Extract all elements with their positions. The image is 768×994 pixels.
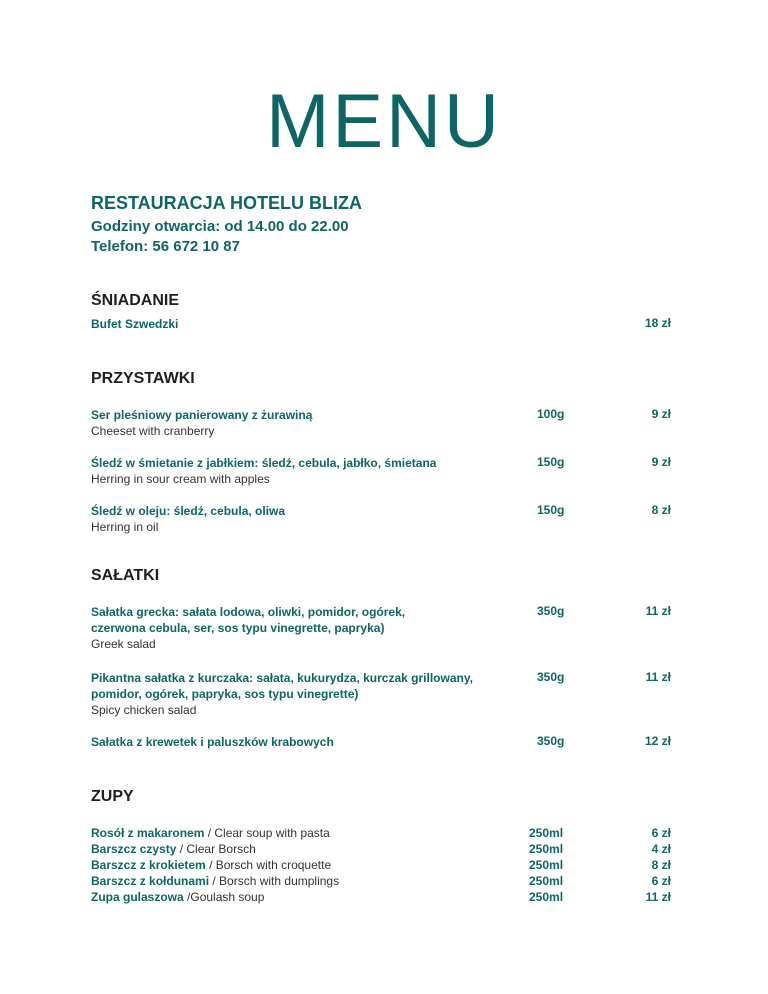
item-price: 4 zł [651,842,671,856]
list-item [91,841,671,857]
item-price: 8 zł [651,503,671,517]
item-english-name: Greek salad [91,637,156,651]
menu-item [91,734,671,750]
item-price: 6 zł [651,826,671,840]
item-price: 12 zł [644,734,671,748]
item-english-name: Cheeset with cranberry [91,424,215,438]
item-name: Barszcz z kołdunami [91,874,210,888]
item-english-name: Herring in oil [91,520,159,534]
item-quantity: 350g [537,604,565,618]
item-quantity: 100g [537,407,565,421]
item-price: 11 zł [645,670,671,684]
restaurant-name: RESTAURACJA HOTELU BLIZA [91,193,362,213]
opening-hours: Godziny otwarcia: od 14.00 do 22.00 [91,218,349,235]
phone-number: Telefon: 56 672 10 87 [91,238,240,255]
item-name-line-1: Sałatka grecka: sałata lodowa, oliwki, pomidor, ogórek, [91,605,406,619]
item-quantity: 250ml [529,826,564,840]
item-english-name: / Clear soup with pasta [204,826,330,840]
item-name: Zupa gulaszowa [91,890,184,904]
menu-item [91,503,671,535]
soup-list [91,825,671,905]
item-quantity: 350g [537,670,565,684]
item-english-name: / Clear Borsch [176,842,256,856]
item-quantity: 350g [537,734,565,748]
item-english-name: /Goulash soup [183,890,265,904]
item-name: Barszcz czysty [91,842,177,856]
menu-item [91,316,671,332]
item-name: Rosół z makaronem [91,826,205,840]
section-title-soups: ZUPY [91,788,134,805]
list-item [91,889,671,905]
section-title-salads: SAŁATKI [91,567,160,584]
item-quantity: 250ml [529,890,564,904]
item-english-name: / Borsch with dumplings [209,874,340,888]
item-price: 11 zł [645,604,671,618]
list-item [91,857,671,873]
menu-item [91,407,671,439]
item-english-name: Spicy chicken salad [91,703,197,717]
item-name: Barszcz z krokietem [91,858,206,872]
section-title-breakfast: ŚNIADANIE [91,292,180,309]
item-price: 8 zł [651,858,671,872]
list-item [91,873,671,889]
item-english-name: Herring in sour cream with apples [91,472,270,486]
item-price: 11 zł [645,890,671,904]
item-name: Sałatka z krewetek i paluszków krabowych [91,735,334,749]
item-quantity: 150g [537,455,565,469]
item-name-line-1: Pikantna sałatka z kurczaka: sałata, kukurydza, kurczak grillowany, [91,671,473,685]
item-name-line-2: pomidor, ogórek, papryka, sos typu vinegrette) [91,687,359,701]
item-name-line-2: czerwona cebula, ser, sos typu vinegrette, papryka) [91,621,385,635]
item-price: 6 zł [651,874,671,888]
item-name: Ser pleśniowy panierowany z żurawiną [91,408,313,422]
section-title-starters: PRZYSTAWKI [91,370,195,387]
item-quantity: 150g [537,503,565,517]
item-price: 9 zł [651,455,671,469]
item-quantity: 250ml [529,842,564,856]
item-english-name: / Borsch with croquette [205,858,332,872]
menu-title: MENU [266,79,502,164]
item-price: 18 zł [644,316,671,330]
item-name: Śledź w śmietanie z jabłkiem: śledź, cebula, jabłko, śmietana [91,456,437,470]
menu-item [91,455,671,487]
item-name: Śledź w oleju: śledź, cebula, oliwa [91,504,286,518]
menu-item [91,670,671,718]
item-price: 9 zł [651,407,671,421]
menu-item [91,604,671,652]
list-item [91,825,671,841]
item-name: Bufet Szwedzki [91,317,179,331]
item-quantity: 250ml [529,874,564,888]
item-quantity: 250ml [529,858,564,872]
